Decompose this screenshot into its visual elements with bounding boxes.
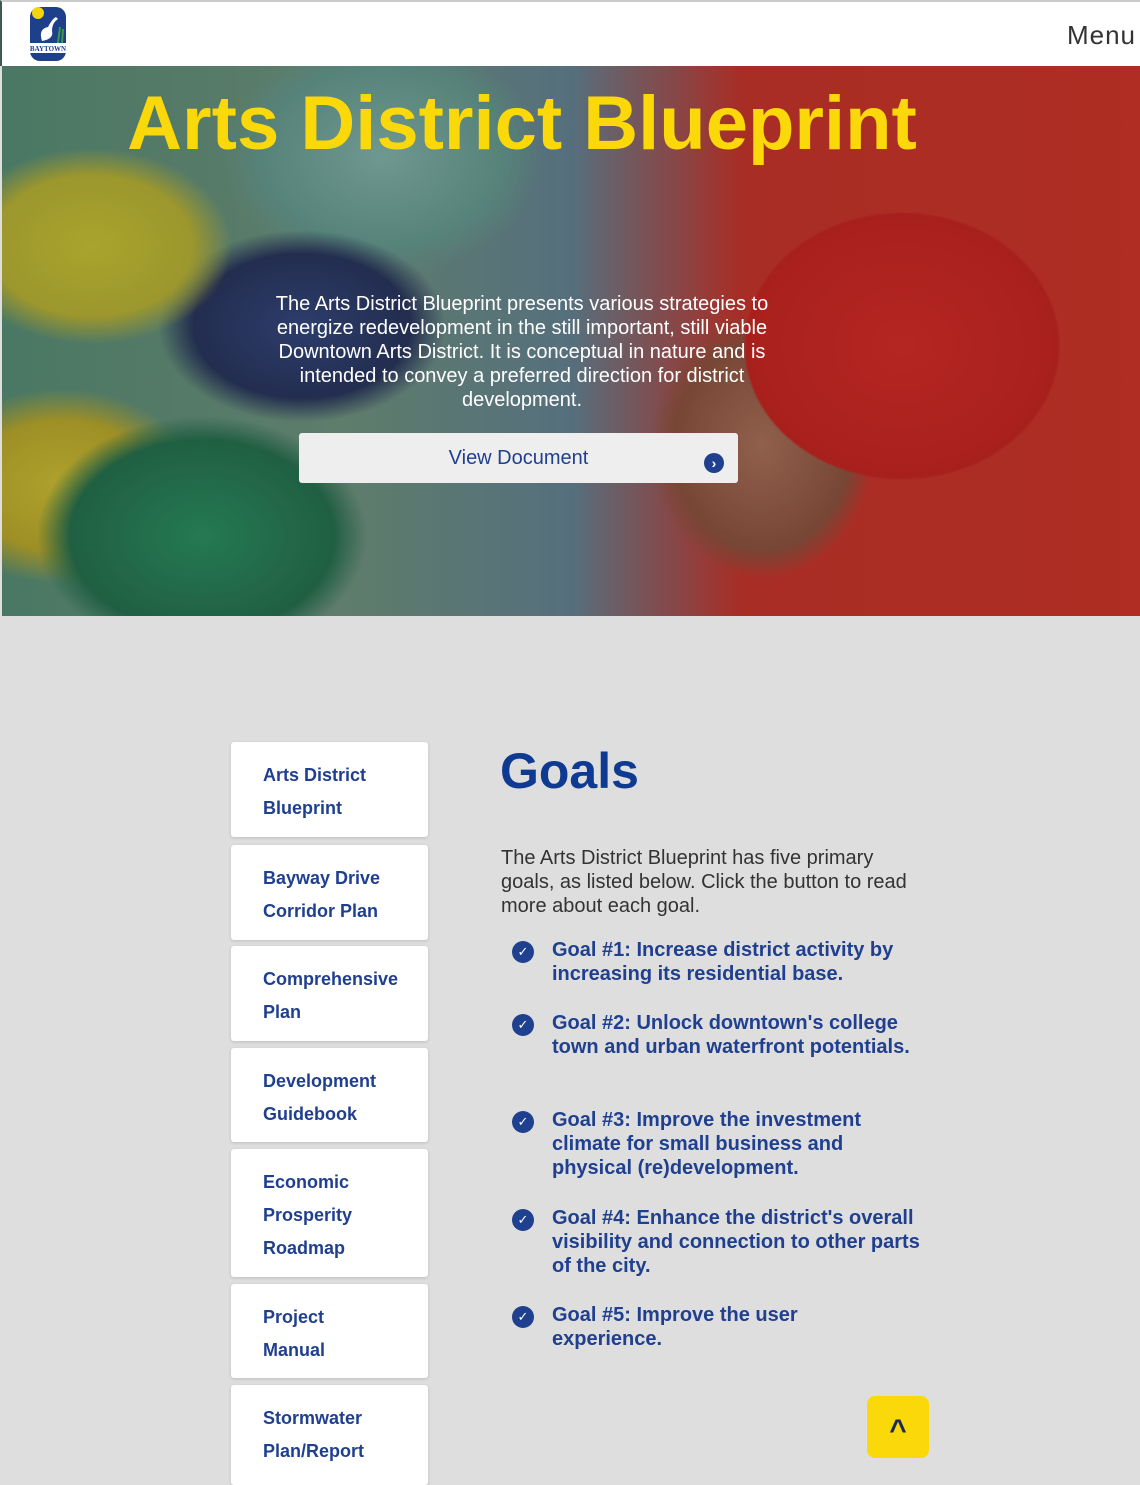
goal-item[interactable] xyxy=(512,1011,932,1059)
goal-text: Goal #1: Increase district activity by increasing its residential base. xyxy=(552,939,894,985)
sidebar-item-arts-district-blueprint[interactable]: Arts District Blueprint xyxy=(231,742,428,837)
page-title: Arts District Blueprint xyxy=(127,81,917,166)
baytown-logo[interactable] xyxy=(28,5,68,65)
sidebar-item-bayway-drive[interactable]: Bayway Drive Corridor Plan xyxy=(231,845,428,940)
goal-text: Goal #3: Improve the investment climate for small business and physical (re)development. xyxy=(552,1109,861,1179)
svg-text:BAYTOWN: BAYTOWN xyxy=(29,45,67,53)
sidebar-item-development-guidebook[interactable]: Development Guidebook xyxy=(231,1048,428,1142)
check-circle-icon: ✓ xyxy=(512,941,534,963)
check-circle-icon: ✓ xyxy=(512,1111,534,1133)
goal-item[interactable] xyxy=(512,1206,932,1278)
hero-banner xyxy=(2,66,1140,616)
goal-item[interactable] xyxy=(512,938,932,986)
site-header xyxy=(0,0,1140,66)
goal-item[interactable] xyxy=(512,1303,932,1351)
goals-heading: Goals xyxy=(500,743,639,799)
goal-text: Goal #2: Unlock downtown's college town and urban waterfront potentials. xyxy=(552,1012,910,1058)
goal-text: Goal #4: Enhance the district's overall visibility and connection to other parts of the city. xyxy=(552,1207,920,1277)
view-document-button[interactable] xyxy=(299,433,738,483)
sidebar-item-comprehensive-plan[interactable]: Comprehensive Plan xyxy=(231,946,428,1041)
goals-intro: The Arts District Blueprint has five primary goals, as listed below. Click the button to read more about each goal. xyxy=(501,847,907,917)
hero-description: The Arts District Blueprint presents various strategies to energize redevelopment in the still important, still viable Downtown Arts District. It is conceptual in nature and is intended to convey a preferred direction for district development. xyxy=(275,293,769,411)
goal-text: Goal #5: Improve the user experience. xyxy=(552,1304,798,1350)
menu-button[interactable]: Menu xyxy=(1066,20,1136,50)
sidebar-item-stormwater[interactable]: Stormwater Plan/Report xyxy=(231,1385,428,1485)
back-to-top-button[interactable]: ^ xyxy=(867,1396,929,1458)
chevron-right-icon: › xyxy=(704,453,724,473)
check-circle-icon: ✓ xyxy=(512,1306,534,1328)
check-circle-icon: ✓ xyxy=(512,1209,534,1231)
sidebar-item-project-manual[interactable]: Project Manual xyxy=(231,1284,428,1378)
goal-item[interactable] xyxy=(512,1108,932,1180)
view-document-label: View Document xyxy=(448,446,589,469)
check-circle-icon: ✓ xyxy=(512,1014,534,1036)
sidebar-item-economic-prosperity[interactable]: Economic Prosperity Roadmap xyxy=(231,1149,428,1277)
